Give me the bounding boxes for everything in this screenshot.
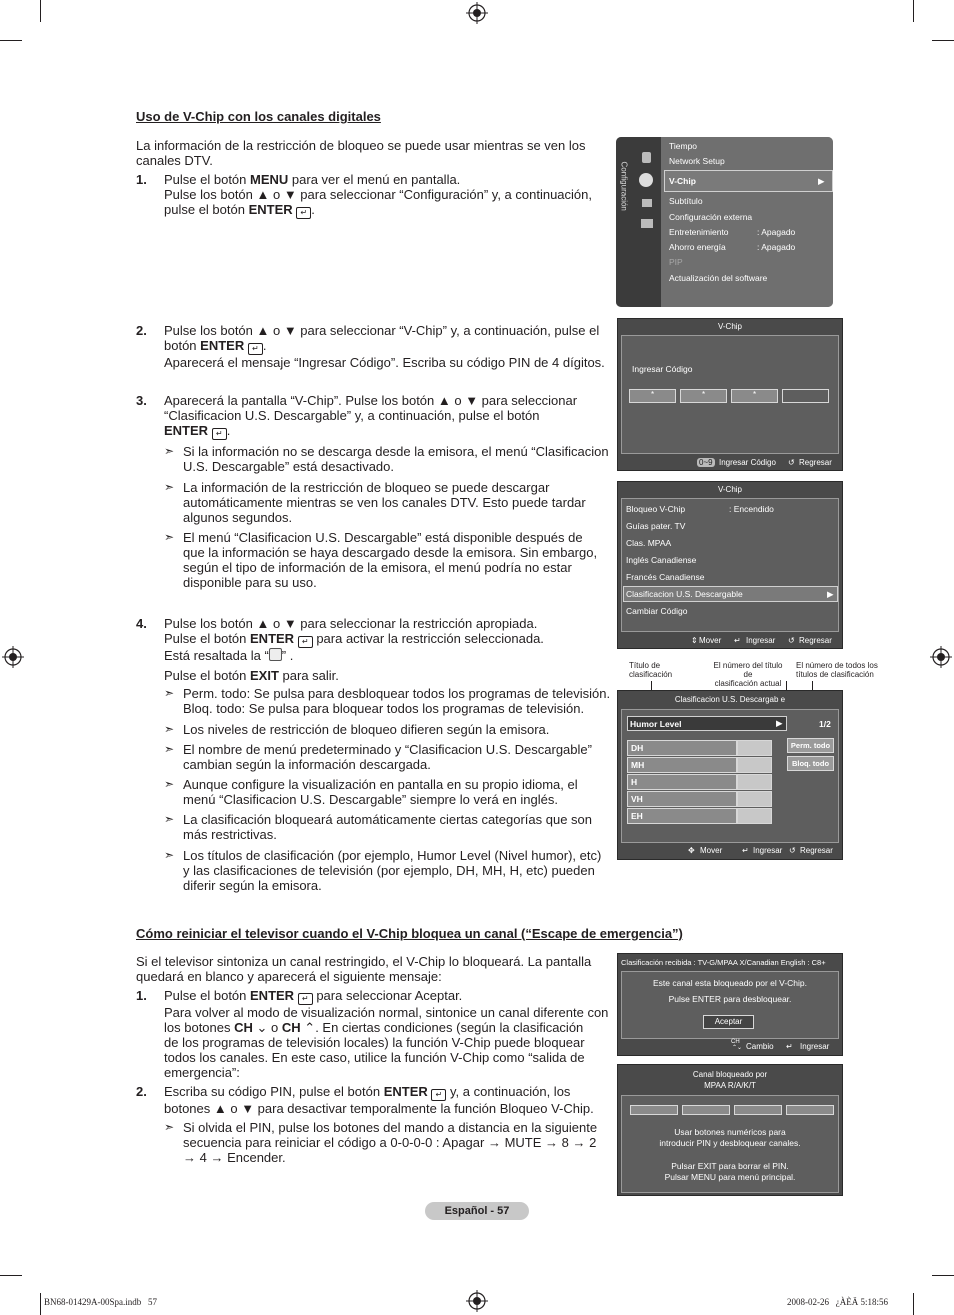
crop-mark xyxy=(913,0,914,22)
menu-item[interactable]: Ahorro energía xyxy=(669,242,726,252)
chevron-down-icon: ⌄ xyxy=(256,1020,268,1035)
application-icon xyxy=(641,219,653,228)
step-number: 3. xyxy=(136,393,147,408)
page-number-badge: Español - 57 xyxy=(425,1202,529,1220)
enter-icon: ↵ xyxy=(742,846,749,855)
crop-mark xyxy=(40,0,41,22)
note: El nombre de menú predeterminado y “Clasificacion U.S. Descargable” cambian según la información descargada. xyxy=(183,742,592,772)
note: La clasificación bloqueará automáticamente ciertas categorías que son más restrictivas. xyxy=(183,812,593,842)
updown-icon: ⇕ xyxy=(691,636,698,645)
menu-item[interactable]: Inglés Canadiense xyxy=(626,555,697,565)
registration-mark-icon xyxy=(466,2,488,24)
screen-title: V-Chip xyxy=(717,322,742,331)
rating-row[interactable] xyxy=(627,791,737,807)
rating-label: H xyxy=(631,777,638,787)
menu-value: : Apagado xyxy=(757,227,796,237)
ch-label: CH xyxy=(731,1039,740,1045)
pin-digit-field[interactable] xyxy=(682,1105,730,1115)
menu-item[interactable]: Guías pater. TV xyxy=(626,521,686,531)
menu-item[interactable]: V-Chip xyxy=(669,176,696,186)
rating-screen xyxy=(617,690,843,860)
rating-row[interactable] xyxy=(627,740,737,756)
lock-cell[interactable] xyxy=(737,774,772,790)
enter-icon: ↵ xyxy=(734,636,741,645)
arrow-right-icon: ▶ xyxy=(827,589,834,599)
note: El menú “Clasificacion U.S. Descargable” está disponible después de que la información se haya descargado desde la emisora. Sin embargo, según el tipo de información de la emisora, el menú podría no estar disponible para su uso. xyxy=(183,530,598,590)
note: Si olvida el PIN, pulse los botones del mando a distancia en la siguiente secuencia para reiniciar el código a 0-0-0-0 : Apagar → MUTE → 8 → 2 → 4 → Encender. xyxy=(183,1120,598,1165)
footer-enter: Ingresar xyxy=(746,636,776,645)
menu-item[interactable]: Cambiar Código xyxy=(626,606,688,616)
unlock-pin-screen xyxy=(617,1064,843,1196)
rating-row[interactable] xyxy=(627,774,737,790)
unlock-instructions: Pulsar EXIT para borrar el PIN. Pulsar MENU para menú principal. xyxy=(664,1161,796,1182)
menu-item-disabled: PIP xyxy=(669,257,683,267)
note-arrow-icon: ➣ xyxy=(164,686,175,700)
pin-entry-screen xyxy=(617,318,843,471)
rating-title: Humor Level xyxy=(630,719,682,729)
menu-item[interactable]: Bloqueo V-Chip xyxy=(626,504,686,514)
screen-title: Clasificación recibida : TV-G/MPAA X/Canadian English : C8+ xyxy=(621,958,826,967)
note-arrow-icon: ➣ xyxy=(164,777,175,791)
note: Los niveles de restricción de bloqueo difieren según la emisora. xyxy=(183,722,550,737)
rating-label: EH xyxy=(631,811,643,821)
enter-icon: ↵ xyxy=(212,428,227,440)
settings-menu-screen xyxy=(616,137,833,307)
menu-value: : Apagado xyxy=(757,242,796,252)
step-4-text: Pulse los botón ▲ o ▼ para seleccionar la restricción apropiada. Pulse el botón ENTER ↵ para activar la restricción seleccionada. Está resaltada la “ ” . Pulse el botón EXIT para salir. xyxy=(164,616,544,683)
vchip-menu-screen xyxy=(617,481,843,649)
step-number: 2. xyxy=(136,1084,147,1099)
registration-mark-icon xyxy=(930,646,952,668)
screen-title: Clasificacion U.S. Descargab e xyxy=(674,695,786,704)
print-file-info: BN68-01429A-00Spa.indb 57 xyxy=(44,1297,157,1307)
footer-return: Regresar xyxy=(800,846,833,855)
move-icon: ✥ xyxy=(688,846,695,855)
return-icon: ↺ xyxy=(789,846,796,855)
step-3-text: Aparecerá la pantalla “V-Chip”. Pulse los botón ▲ o ▼ para seleccionar “Clasificacion U.S. Descargable” y, a continuación, pulse el botón ENTER ↵ . xyxy=(164,393,578,438)
step-2-text: Pulse los botón ▲ o ▼ para seleccionar “V-Chip” y, a continuación, pulse el botón ENTER ↵ . Aparecerá el mensaje “Ingresar Código”. Escriba su código PIN de 4 dígitos. xyxy=(164,323,605,370)
menu-item[interactable]: Network Setup xyxy=(669,156,725,166)
note-arrow-icon: ➣ xyxy=(164,848,175,862)
lock-icon xyxy=(269,648,282,661)
enter-icon: ↵ xyxy=(298,636,313,648)
footer-enter: Ingresar xyxy=(800,1042,830,1051)
crop-mark xyxy=(0,40,22,41)
menu-item[interactable]: Actualización del software xyxy=(669,273,768,283)
menu-value: : Encendido xyxy=(729,504,774,514)
note-arrow-icon: ➣ xyxy=(164,444,175,458)
callout-label: El número del título de clasificación actual xyxy=(713,661,783,688)
pin-digit-field[interactable]: * xyxy=(731,389,778,403)
lock-cell[interactable] xyxy=(737,791,772,807)
footer-move: Mover xyxy=(700,846,723,855)
crop-mark xyxy=(0,1275,22,1276)
allow-all-button[interactable]: Perm. todo xyxy=(787,738,834,753)
section-heading: Uso de V-Chip con los canales digitales xyxy=(136,109,381,124)
note: Perm. todo: Se pulsa para desbloquear todos los programas de televisión. Bloq. todo: Se pulsa para bloquear todos los programas de televisión. xyxy=(183,686,611,716)
arrow-right-icon: ▶ xyxy=(818,176,825,186)
enter-icon: ↵ xyxy=(296,207,311,219)
picture-icon xyxy=(642,152,651,163)
note-arrow-icon: ➣ xyxy=(164,742,175,756)
step-number: 2. xyxy=(136,323,147,338)
step-number: 4. xyxy=(136,616,147,631)
menu-item[interactable]: Francés Canadiense xyxy=(626,572,705,582)
registration-mark-icon xyxy=(466,1290,488,1312)
pin-digit-field[interactable]: * xyxy=(680,389,727,403)
intro-paragraph: La información de la restricción de bloqueo se puede usar mientras se ven los canales DTV. xyxy=(136,138,586,168)
menu-item[interactable]: Subtítulo xyxy=(669,196,703,206)
input-icon xyxy=(642,199,652,207)
enter-icon: ↵ xyxy=(298,993,313,1005)
arrow-right-icon: ▶ xyxy=(776,718,783,728)
side-label: Configuración xyxy=(619,161,629,211)
crop-mark xyxy=(913,1293,914,1315)
footer-change: Cambio xyxy=(746,1042,774,1051)
menu-item[interactable]: Clas. MPAA xyxy=(626,538,672,548)
number-keys-icon: 0~9 xyxy=(699,458,713,467)
enter-icon: ↵ xyxy=(248,343,263,355)
lock-cell[interactable] xyxy=(737,740,772,756)
crop-mark xyxy=(932,40,954,41)
rating-label: MH xyxy=(631,760,645,770)
registration-mark-icon xyxy=(2,646,24,668)
footer-return: Regresar xyxy=(799,636,832,645)
pin-digit-field[interactable] xyxy=(786,1105,834,1115)
rating-label: DH xyxy=(631,743,644,753)
menu-item[interactable]: Entretenimiento xyxy=(669,227,729,237)
footer-move: Mover xyxy=(699,636,722,645)
chevron-updown-icon: ⌃⌄ xyxy=(732,1045,743,1051)
return-icon: ↺ xyxy=(788,458,795,467)
callout-label: El número de todos los títulos de clasificación xyxy=(796,661,878,679)
blocked-channel-screen xyxy=(617,953,843,1056)
note-arrow-icon: ➣ xyxy=(164,480,175,494)
rating-row[interactable] xyxy=(627,808,737,824)
section-heading: Cómo reiniciar el televisor cuando el V-Chip bloquea un canal (“Escape de emergencia”) xyxy=(136,926,683,941)
callout-label: Título de clasificación xyxy=(629,661,673,679)
menu-item[interactable]: Tiempo xyxy=(669,141,698,151)
intro-paragraph: Si el televisor sintoniza un canal restringido, el V-Chip lo bloqueará. La pantalla quedará en blanco y aparecerá el siguiente mensaje: xyxy=(136,954,592,984)
lock-cell[interactable] xyxy=(737,757,772,773)
step-1-text: Pulse el botón MENU para ver el menú en pantalla. Pulse los botón ▲ o ▼ para seleccionar “Configuración” y, a continuación, pulse el botón ENTER ↵ . xyxy=(164,172,592,217)
blocked-message: Este canal esta bloqueado por el V-Chip. xyxy=(652,978,808,988)
note-arrow-icon: ➣ xyxy=(164,1120,175,1134)
pin-prompt: Ingresar Código xyxy=(632,364,693,374)
accept-button[interactable]: Aceptar xyxy=(703,1015,754,1029)
lock-cell[interactable] xyxy=(737,808,772,824)
pin-digit-field[interactable] xyxy=(782,389,829,403)
gear-icon xyxy=(639,173,653,187)
pin-digit-field[interactable] xyxy=(630,1105,678,1115)
rating-page-count: 1/2 xyxy=(819,719,831,729)
print-date-info: 2008-02-26 ¿ÀÈÄ 5:18:56 xyxy=(787,1297,888,1307)
step-number: 1. xyxy=(136,172,147,187)
note-arrow-icon: ➣ xyxy=(164,530,175,544)
footer-return: Regresar xyxy=(799,458,832,467)
crop-mark xyxy=(40,1293,41,1315)
menu-item[interactable]: Clasificacion U.S. Descargable xyxy=(626,589,743,599)
chevron-up-icon: ⌃ xyxy=(304,1020,316,1035)
enter-icon: ↵ xyxy=(786,1042,793,1051)
note: Los títulos de clasificación (por ejemplo, Humor Level (Nivel humor), etc) y las clasificaciones de televisión (por ejemplo, DH, MH, H, etc) pueden diferir según la emisora. xyxy=(183,848,602,893)
footer-enter: Ingresar xyxy=(753,846,783,855)
step-2-text: Escriba su código PIN, pulse el botón ENTER ↵ y, a continuación, los botones ▲ o ▼ para desactivar temporalmente la función Bloqueo V-Chip. xyxy=(164,1084,594,1116)
footer-enter-code: Ingresar Código xyxy=(719,458,776,467)
crop-mark xyxy=(932,1275,954,1276)
block-all-button[interactable]: Bloq. todo xyxy=(787,756,834,771)
unlock-instructions: Usar botones numéricos para introducir PIN y desbloquear canales. xyxy=(659,1127,801,1148)
rating-label: VH xyxy=(631,794,643,804)
screen-title: Canal bloqueado por MPAA R/A/K/T xyxy=(692,1070,768,1090)
blocked-message: Pulse ENTER para desbloquear. xyxy=(668,994,792,1004)
note: La información de la restricción de bloqueo se puede descargar automáticamente mientras se ven los canales DTV. Esto puede tardar algunos segundos. xyxy=(183,480,586,525)
return-icon: ↺ xyxy=(788,636,795,645)
note-arrow-icon: ➣ xyxy=(164,812,175,826)
pin-digit-field[interactable]: * xyxy=(629,389,676,403)
step-1-text: Pulse el botón ENTER ↵ para seleccionar Aceptar. Para volver al modo de visualización normal, sintonice un canal diferente con los botones CH ⌄ o CH ⌃. En ciertas condiciones (según la clasificación de los programas de televisión locales) la función V-Chip puede bloquear todos los canales. En este caso, utilice la función V-Chip como “salida de emergencia”: xyxy=(164,988,609,1080)
menu-item[interactable]: Configuración externa xyxy=(669,212,753,222)
note: Aunque configure la visualización en pantalla en su propio idioma, el menú “Clasificacion U.S. Descargable” siempre lo verá en inglés. xyxy=(183,777,578,807)
screen-title: V-Chip xyxy=(717,485,742,494)
pin-digit-field[interactable] xyxy=(734,1105,782,1115)
enter-icon: ↵ xyxy=(431,1089,446,1101)
note-arrow-icon: ➣ xyxy=(164,722,175,736)
step-number: 1. xyxy=(136,988,147,1003)
note: Si la información no se descarga desde la emisora, el menú “Clasificacion U.S. Descargable” está desactivado. xyxy=(183,444,609,474)
